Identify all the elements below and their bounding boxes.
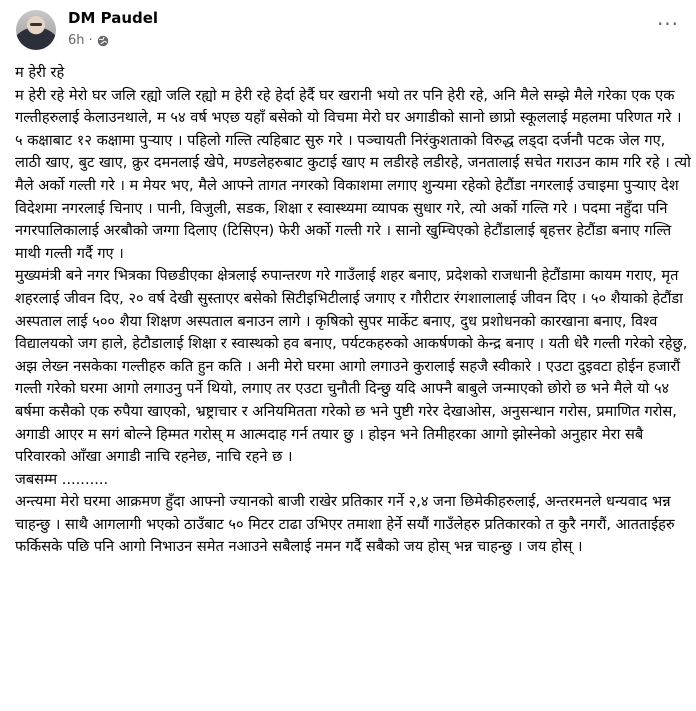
post-text (15, 62, 691, 559)
post-time[interactable]: 6h (68, 33, 85, 48)
globe-icon[interactable] (97, 35, 109, 47)
post-paragraph: म हेरी रहे मेरो घर जलि रह्यो जलि रह्यो म हेरी रहे हेर्दा हेर्दै घर खरानी भयो तर पनि हेरी रहे, अनि मैले सम्झे मैले गरेका एक एक गल्तीहरुलाई केलाउनथाले, म ५४ वर्ष भएछ यहाँ बसेको यो विचमा मेरो घर अगाडीको सानो छाप्रो स्कूललाई महलमा परिणत गरे । ५ कक्षाबाट १२ कक्षामा पुर्‍याए । पहिलो गल्ति त्यहिबाट सुरु गरे । पञ्चायती निरंकुशताको विरुद्ध लड्दा दर्जनौ पटक जेल गए, लाठी खाए, बुट खाए, क्रुर दमनलाई खेपे, मण्डलेहरुबाट कुटाई खाए म लडीरहे लडीरहे, जनतालाई सचेत गराउन काम गरि रहे । त्यो मैले अर्को गल्ती गरे । म मेयर भए, मैले आफ्ने तागत नगरको विकाशमा लगाए शुन्यमा रहेको हेटौंडा नगरलाई उचाइमा पुर्‍याए देश विदेशमा नगरलाई चिनाए । पानी, विजुली, सडक, शिक्षा र स्वास्थ्यमा व्यापक सुधार गरे, त्यो अर्को गल्ति गरे । पदमा नहुँदा पनि नगरपालिकालाई अरबौको जग्गा दिलाए (टिसिएन) फेरी अर्को गल्ती गरे । सानो खुम्चिएको हेटौंडालाई बृहत्तर हेटौंडा बनाए गल्ति माथी गल्ती गर्दै गए । (15, 86, 691, 262)
post-meta (68, 33, 109, 48)
post-title-line: म हेरी रहे (15, 64, 65, 81)
post-header (0, 0, 696, 58)
post-paragraph: जबसम्म .......... (15, 470, 109, 488)
author-name[interactable]: DM Paudel (68, 9, 159, 27)
more-options-button[interactable]: ··· (656, 12, 680, 36)
post-paragraph: मुख्यमंत्री बने नगर भित्रका पिछडीएका क्षेत्रलाई रुपान्तरण गरे गाउँलाई शहर बनाए, प्रदेशको राजधानी हेटौंडामा कायम गराए, मृत शहरलाई जीवन दिए, २० वर्ष देखी सुस्ताएर बसेको सिटीइभिटीलाई जगाए र गौरीटार रंगशालालाई जीवन दिए । ५० शैयाको हेटौंडा अस्पताल लाई ५०० शैया शिक्षण अस्पताल बनाउन लागे । कृषिको सुपर मार्केट बनाए, दुध प्रशोधनको कारखाना बनाए, विश्व विद्यालयको जग हाले, हेटौडालाई शिक्षा र स्वास्थको हव बनाए, पर्यटकहरुको आकर्षणको केन्द्र बनाए । यती धेरै गल्ती गरेको रहेछु, अझ लेख्न नसकेका गल्तीहरु कति हुन कति । अनी मेरो घरमा आगो लगाउने कुरालाई सहजै स्वीकारे । एउटा दुइवटा होईन हजारौं गल्ती गरेको घरमा आगो लगाउनु पर्ने थियो, लगाए तर एउटा चुनौती दिन्छु यदि आफ्नै बाबुले जन्माएको छोरो छ भने मैले यो ५४ बर्षमा कसैको एक रुपैया खाएको, भ्रष्ट्राचार र अनियमितता गरेको छ भने पुष्टी गरेर देखाओस, अनुसन्धान गरोस, प्रमाणित गरोस, अगाडी आएर म सगं बोल्ने हिम्मत गरोस् म आत्मदाह गर्न तयार छु । होइन भने तिमीहरका आगो झोस्नेको अनुहार मेरा सबै परिवारको आँखा अगाडी नाचि रहनेछ, नाचि रहने छ । (15, 267, 688, 466)
avatar[interactable] (16, 10, 56, 50)
post-paragraph: अन्त्यमा मेरो घरमा आक्रमण हुँदा आफ्नो ज्यानको बाजी राखेर प्रतिकार गर्ने २,४ जना छिमेकीहरुलाई, अन्तरमनले धन्यवाद भन्न चाहन्छु । साथै आगलागी भएको ठाउँबाट ५० मिटर टाढा उभिएर तमाशा हेर्ने सयौं गाउँलेहरु प्रतिकारको त कुरै नगरौं, आतताईहरु फर्किसके पछि पनि आगो निभाउन समेत नआउने सबैलाई नमन गर्दै सबैको जय होस् भन्न चाहन्छु । जय होस् । (15, 493, 675, 556)
meta-separator: · (88, 33, 93, 48)
